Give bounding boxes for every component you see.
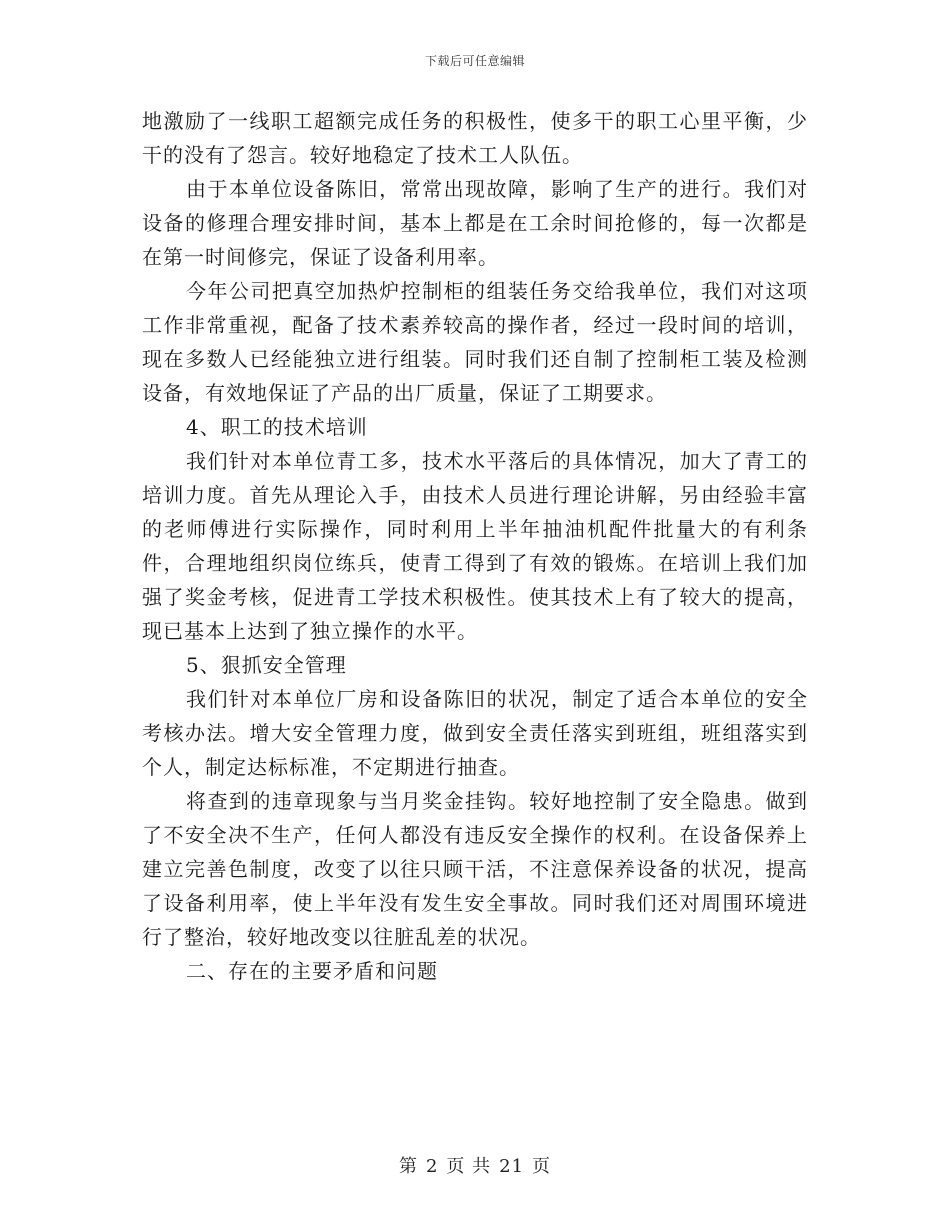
section-heading: 4、职工的技术培训 [186, 415, 368, 439]
document-body [142, 104, 808, 988]
page-footer [0, 1152, 950, 1178]
paragraph: 今年公司把真空加热炉控制柜的组装任务交给我单位，我们对这项工作非常重视，配备了技术素养较高的操作者，经过一段时间的培训，现在多数人已经能独立进行组装。同时我们还自制了控制柜工装及检测设备，有效地保证了产品的出厂质量，保证了工期要求。 [142, 279, 808, 405]
footer-label-page: 第 [398, 1156, 418, 1177]
section-heading: 5、狠抓安全管理 [186, 653, 347, 677]
footer-label-mid: 页 共 [446, 1156, 492, 1177]
page-header: 下载后可任意编辑 [424, 54, 525, 68]
total-pages-number: 21 [499, 1156, 525, 1177]
paragraph: 由于本单位设备陈旧，常常出现故障，影响了生产的进行。我们对设备的修理合理安排时间，基本上都是在工余时间抢修的，每一次都是在第一时间修完，保证了设备利用率。 [142, 177, 808, 269]
paragraph: 将查到的违章现象与当月奖金挂钩。较好地控制了安全隐患。做到了不安全决不生产，任何人都没有违反安全操作的权利。在设备保养上建立完善色制度，改变了以往只顾干活，不注意保养设备的状况，提高了设备利用率，使上半年没有发生安全事故。同时我们还对周围环境进行了整治，较好地改变以往脏乱差的状况。 [142, 789, 808, 949]
current-page-number: 2 [425, 1156, 439, 1177]
paragraph: 我们针对本单位厂房和设备陈旧的状况，制定了适合本单位的安全考核办法。增大安全管理力度，做到安全责任落实到班组，班组落实到个人，制定达标标准，不定期进行抽查。 [142, 687, 808, 779]
footer-label-end: 页 [532, 1156, 552, 1177]
section-heading: 二、存在的主要矛盾和问题 [186, 959, 438, 983]
paragraph: 地激励了一线职工超额完成任务的积极性，使多干的职工心里平衡，少干的没有了怨言。较好地稳定了技术工人队伍。 [142, 109, 808, 167]
paragraph: 我们针对本单位青工多，技术水平落后的具体情况，加大了青工的培训力度。首先从理论入手，由技术人员进行理论讲解，另由经验丰富的老师傅进行实际操作，同时利用上半年抽油机配件批量大的有利条件，合理地组织岗位练兵，使青工得到了有效的锻炼。在培训上我们加强了奖金考核，促进青工学技术积极性。使其技术上有了较大的提高，现已基本上达到了独立操作的水平。 [142, 449, 808, 643]
